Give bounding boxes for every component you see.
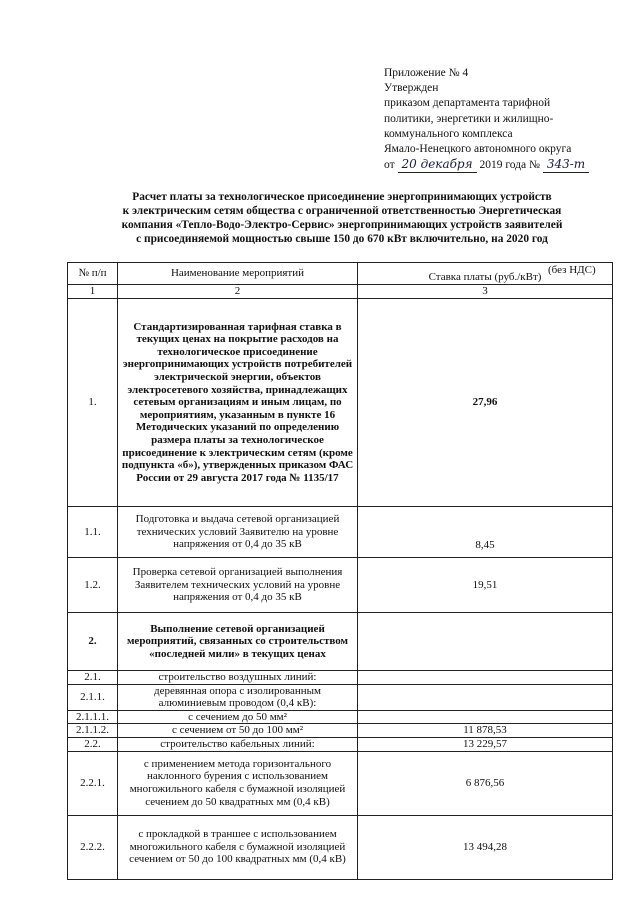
- row-num: 2.2.2.: [68, 815, 118, 879]
- row-num: 1.: [68, 299, 118, 507]
- row-name: Выполнение сетевой организацией мероприятий, связанных со строительством «последней мили» в текущих ценах: [118, 613, 358, 671]
- row-rate: [358, 710, 613, 724]
- row-rate: 13 229,57: [358, 737, 613, 751]
- vat-note: (без НДС): [548, 264, 596, 276]
- date-prefix: от: [384, 159, 395, 172]
- table-row: [68, 684, 613, 710]
- appendix-approved: Утвержден: [384, 82, 439, 95]
- appendix-block: [384, 66, 624, 173]
- order-number-handwritten: 343-т: [543, 157, 589, 173]
- table-row: [68, 299, 613, 507]
- row-name: Подготовка и выдача сетевой организацией технических условий Заявителю на уровне напряжения от 0,4 до 35 кВ: [118, 507, 358, 558]
- table-row: [68, 613, 613, 671]
- row-rate: 11 878,53: [358, 724, 613, 738]
- row-rate: 19,51: [358, 558, 613, 613]
- title-line-1: Расчет платы за технологическое присоединение энергопринимающих устройств: [132, 191, 552, 203]
- table-row: [68, 751, 613, 815]
- row-name: с прокладкой в траншее с использованием многожильного кабеля с бумажной изоляцией сечением от 50 до 100 квадратных мм (0,4 кВ): [118, 815, 358, 879]
- row-rate: [358, 613, 613, 671]
- table-header-row: [68, 263, 613, 285]
- rates-table: [67, 262, 613, 880]
- row-name: Проверка сетевой организацией выполнения Заявителем технических условий на уровне напряжения от 0,4 до 35 кВ: [118, 558, 358, 613]
- row-name: Стандартизированная тарифная ставка в текущих ценах на покрытие расходов на технологическое присоединение энергопринимающих устройств потребителей электрической энергии, объектов электросетевого хозяйства, принадлежащих сетевым организациям и иным лицам, по мероприятиям, указанным в пункте 16 Методических указаний по определению размера платы за технологическое присоединение к электрическим сетям (кроме подпункта «б»), утвержденных приказом ФАС России от 29 августа 2017 года № 1135/17: [118, 299, 358, 507]
- appendix-number: Приложение № 4: [384, 67, 469, 79]
- row-rate: [358, 684, 613, 710]
- appendix-line-2: политики, энергетики и жилищно-: [384, 112, 554, 125]
- table-column-numbers-row: [68, 285, 613, 299]
- row-name: с сечением до 50 мм²: [118, 710, 358, 724]
- row-num: 1.1.: [68, 507, 118, 558]
- header-num: № п/п: [68, 263, 118, 285]
- table-row: [68, 724, 613, 738]
- row-num: 1.2.: [68, 558, 118, 613]
- appendix-date: [384, 157, 624, 173]
- date-suffix: 2019 года №: [479, 159, 540, 172]
- row-num: 2.2.1.: [68, 751, 118, 815]
- row-num: 2.1.1.2.: [68, 724, 118, 738]
- row-name: деревянная опора с изолированным алюминиевым проводом (0,4 кВ):: [118, 684, 358, 710]
- header-name: Наименование мероприятий: [118, 263, 358, 285]
- row-name: с применением метода горизонтального наклонного бурения с использованием многожильного кабеля с бумажной изоляцией сечением до 50 квадратных мм (0,4 кВ): [118, 751, 358, 815]
- row-rate: 6 876,56: [358, 751, 613, 815]
- row-name: строительство воздушных линий:: [118, 671, 358, 685]
- table-row: [68, 671, 613, 685]
- row-rate: 13 494,28: [358, 815, 613, 879]
- table-row: [68, 710, 613, 724]
- table-row: [68, 815, 613, 879]
- col-number-1: 1: [68, 285, 118, 299]
- row-num: 2.1.1.1.: [68, 710, 118, 724]
- row-name: строительство кабельных линий:: [118, 737, 358, 751]
- row-num: 2.2.: [68, 737, 118, 751]
- col-number-2: 2: [118, 285, 358, 299]
- header-rate: Ставка платы (руб./кВт): [358, 263, 613, 285]
- row-rate: 27,96: [358, 299, 613, 507]
- row-rate: 8,45: [358, 507, 613, 558]
- table-row: [68, 507, 613, 558]
- document-title: [92, 190, 592, 246]
- date-handwritten: 20 декабря: [398, 157, 477, 173]
- col-number-3: 3: [358, 285, 613, 299]
- row-num: 2.1.: [68, 671, 118, 685]
- row-num: 2.: [68, 613, 118, 671]
- title-line-2: к электрическим сетям общества с ограниченной ответственностью Энергетическая: [122, 205, 562, 217]
- title-line-4: с присоединяемой мощностью свыше 150 до 670 кВт включительно, на 2020 год: [136, 233, 548, 245]
- appendix-line-1: приказом департамента тарифной: [384, 97, 551, 110]
- table-row: [68, 737, 613, 751]
- appendix-line-3: коммунального комплекса: [384, 127, 513, 140]
- row-name: с сечением от 50 до 100 мм²: [118, 724, 358, 738]
- row-rate: [358, 671, 613, 685]
- table-row: [68, 558, 613, 613]
- row-num: 2.1.1.: [68, 684, 118, 710]
- title-line-3: компания «Тепло-Водо-Электро-Сервис» энергопринимающих устройств заявителей: [121, 219, 563, 231]
- appendix-line-4: Ямало-Ненецкого автономного округа: [384, 143, 572, 156]
